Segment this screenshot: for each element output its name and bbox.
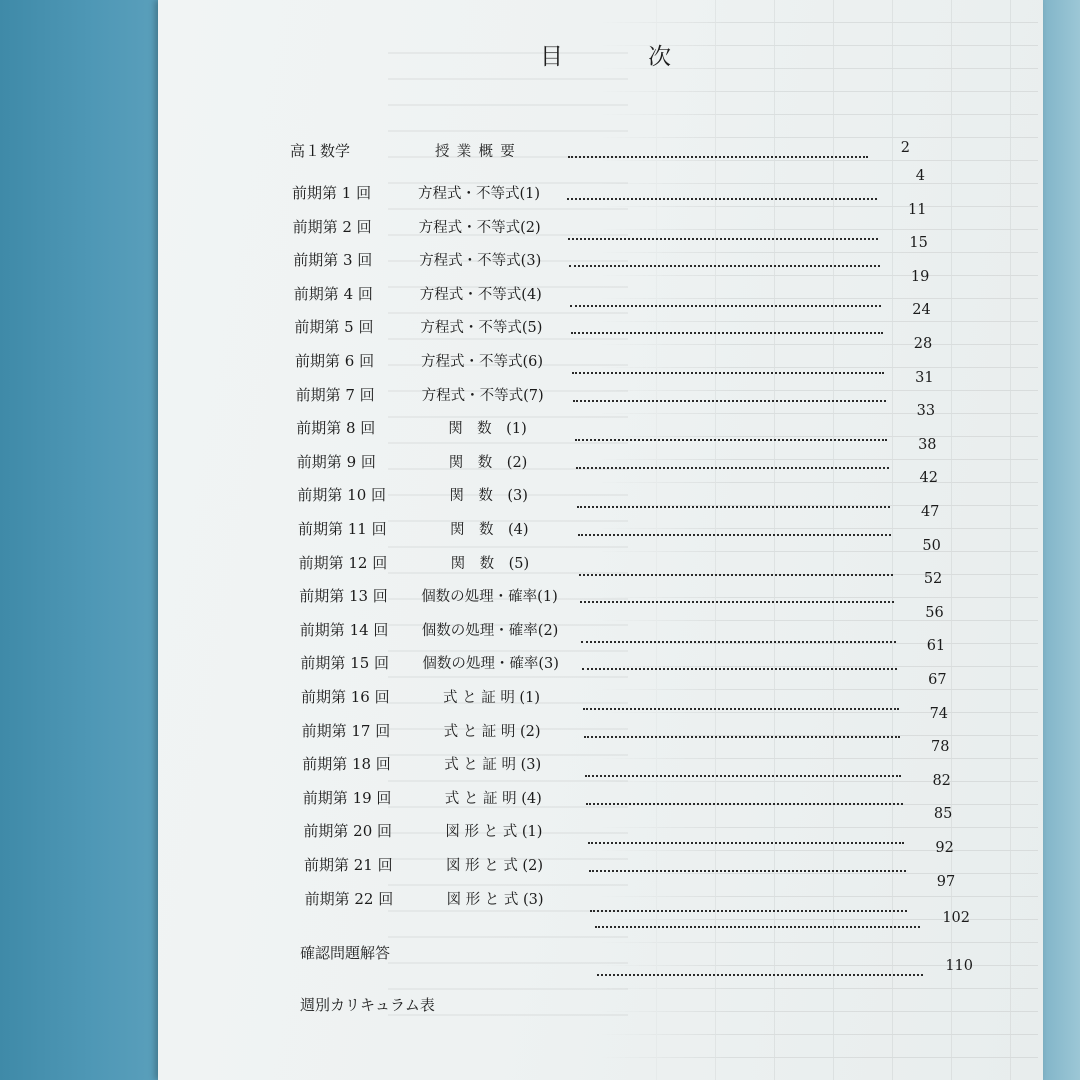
toc-entry xyxy=(298,537,999,576)
session-label: 前期第 19 回 xyxy=(302,788,392,807)
page-number: 74 xyxy=(929,705,949,722)
course-name: 高１数学 xyxy=(290,142,351,160)
dot-leader xyxy=(582,656,897,670)
page-number: 42 xyxy=(919,470,938,487)
page-number: 19 xyxy=(910,268,930,285)
session-label: 前期第 3 回 xyxy=(293,251,373,270)
topic-label: 図 形 と 式 (3) xyxy=(446,891,544,908)
page-number: 78 xyxy=(931,739,950,756)
page-number: 15 xyxy=(909,235,928,252)
toc-entry xyxy=(297,470,997,508)
session-label: 前期第 18 回 xyxy=(302,755,391,774)
topic-label: 式 と 証 明 (4) xyxy=(444,790,542,807)
toc-entry xyxy=(302,739,1002,777)
title-char-2: 次 xyxy=(648,44,671,70)
page-number: 28 xyxy=(913,336,933,352)
toc-entry xyxy=(296,403,996,441)
topic-label: 関 数 (3) xyxy=(449,488,528,505)
toc-entry xyxy=(299,604,1000,643)
page-number: 52 xyxy=(923,571,943,588)
dot-leader xyxy=(586,791,902,805)
page-number: 67 xyxy=(928,672,947,688)
title-char-1: 目 xyxy=(540,44,563,70)
session-label: 前期第 5 回 xyxy=(294,318,374,337)
toc-entry xyxy=(301,672,1001,710)
session-label: 前期第 10 回 xyxy=(297,486,387,505)
session-label: 前期第 12 回 xyxy=(298,553,388,572)
toc-entry xyxy=(304,840,1004,878)
toc-entry xyxy=(299,571,999,609)
toc-entry xyxy=(303,806,1003,844)
topic-label: 個数の処理・確率(1) xyxy=(421,589,558,606)
session-label: 前期第 2 回 xyxy=(292,217,372,236)
topic-label: 関 数 (1) xyxy=(448,421,527,438)
topic-label: 図 形 と 式 (1) xyxy=(445,824,543,841)
topic-label: 方程式・不等式(6) xyxy=(421,354,544,370)
page-number: 24 xyxy=(912,302,931,319)
appendix-label: 週別カリキュラム表 xyxy=(300,996,435,1014)
page-number: 31 xyxy=(915,369,934,386)
toc-entry xyxy=(294,302,994,340)
page-number: 47 xyxy=(920,504,940,520)
toc-entry xyxy=(302,772,1003,811)
session-label: 前期第 17 回 xyxy=(301,721,391,740)
overview-label: 授業概要 xyxy=(435,144,522,160)
dot-leader xyxy=(579,562,893,576)
dot-leader xyxy=(578,522,892,536)
page-number: 38 xyxy=(918,436,937,453)
page-number: 56 xyxy=(925,604,944,621)
dot-leader xyxy=(572,360,884,374)
topic-label: 関 数 (4) xyxy=(450,522,529,538)
page-number: 33 xyxy=(916,403,936,420)
page-number: 110 xyxy=(945,958,973,974)
binder-cover-left xyxy=(0,0,158,1080)
dot-leader xyxy=(571,320,882,334)
session-label: 前期第 11 回 xyxy=(298,520,387,538)
dot-leader xyxy=(597,962,923,976)
topic-label: 方程式・不等式(1) xyxy=(418,186,541,202)
toc-page xyxy=(158,0,1043,1080)
session-label: 前期第 1 回 xyxy=(292,184,372,202)
session-label: 前期第 13 回 xyxy=(299,587,388,606)
topic-label: 式 と 証 明 (3) xyxy=(444,757,542,774)
dot-leader xyxy=(576,455,889,469)
dot-leader xyxy=(569,253,880,267)
header-row xyxy=(290,140,930,164)
appendix-row xyxy=(300,994,990,1018)
session-label: 前期第 9 回 xyxy=(296,452,376,471)
session-label: 前期第 14 回 xyxy=(299,620,389,639)
topic-label: 式 と 証 明 (2) xyxy=(443,723,541,740)
topic-label: 式 と 証 明 (1) xyxy=(443,690,540,706)
toc-entry xyxy=(295,369,996,408)
dot-leader xyxy=(580,589,894,603)
topic-label: 図 形 と 式 (2) xyxy=(446,858,543,874)
session-label: 前期第 7 回 xyxy=(295,385,375,404)
appendix-row xyxy=(300,910,990,934)
dot-leader xyxy=(570,293,881,307)
dot-leader xyxy=(577,494,890,508)
dot-leader xyxy=(584,724,900,738)
session-label: 前期第 15 回 xyxy=(300,654,390,673)
dot-leader xyxy=(588,830,905,844)
session-label: 前期第 4 回 xyxy=(293,284,373,303)
topic-label: 関 数 (5) xyxy=(450,555,530,572)
page-number: 102 xyxy=(942,910,970,926)
dot-leader xyxy=(583,696,898,710)
dot-leader xyxy=(595,914,920,928)
page-number: 4 xyxy=(915,168,925,184)
dot-leader xyxy=(581,629,896,643)
appendix-label: 確認問題解答 xyxy=(300,944,391,962)
topic-label: 個数の処理・確率(2) xyxy=(421,622,559,639)
topic-label: 方程式・不等式(2) xyxy=(418,219,541,236)
dot-leader xyxy=(585,763,901,777)
topic-label: 関 数 (2) xyxy=(448,454,528,471)
toc-entry xyxy=(295,336,995,374)
topic-label: 個数の処理・確率(3) xyxy=(422,656,559,673)
toc-entry xyxy=(298,504,998,542)
dot-leader xyxy=(567,186,877,200)
page-number: 11 xyxy=(907,201,927,218)
topic-label: 方程式・不等式(4) xyxy=(419,286,542,303)
toc-entry xyxy=(301,705,1002,744)
dot-leader xyxy=(589,858,906,872)
dot-leader xyxy=(573,388,885,402)
topic-label: 方程式・不等式(3) xyxy=(419,253,542,270)
appendix-row xyxy=(300,958,990,982)
page-number: 92 xyxy=(935,840,954,856)
dot-leader xyxy=(568,144,868,158)
session-label: 前期第 6 回 xyxy=(295,352,375,370)
dot-leader xyxy=(575,427,888,441)
page-number: 50 xyxy=(922,537,941,554)
page-number: 61 xyxy=(926,638,946,655)
toc-entry xyxy=(296,436,997,475)
toc-entry xyxy=(293,235,993,273)
binder-cover-right xyxy=(1040,0,1080,1080)
session-label: 前期第 20 回 xyxy=(303,822,393,841)
topic-label: 方程式・不等式(7) xyxy=(421,387,544,404)
topic-label: 方程式・不等式(5) xyxy=(420,320,543,337)
toc-entry xyxy=(293,268,994,307)
dot-leader xyxy=(568,226,878,240)
page-number: 97 xyxy=(936,873,956,890)
session-label: 前期第 16 回 xyxy=(301,688,390,706)
toc-entry xyxy=(300,638,1000,676)
page-number: 2 xyxy=(900,140,910,156)
session-label: 前期第 8 回 xyxy=(296,419,376,438)
toc-entry xyxy=(304,873,1005,912)
session-label: 前期第 21 回 xyxy=(304,856,393,874)
page-number: 82 xyxy=(932,772,951,789)
page-number: 85 xyxy=(933,806,953,823)
session-label: 前期第 22 回 xyxy=(304,889,394,908)
